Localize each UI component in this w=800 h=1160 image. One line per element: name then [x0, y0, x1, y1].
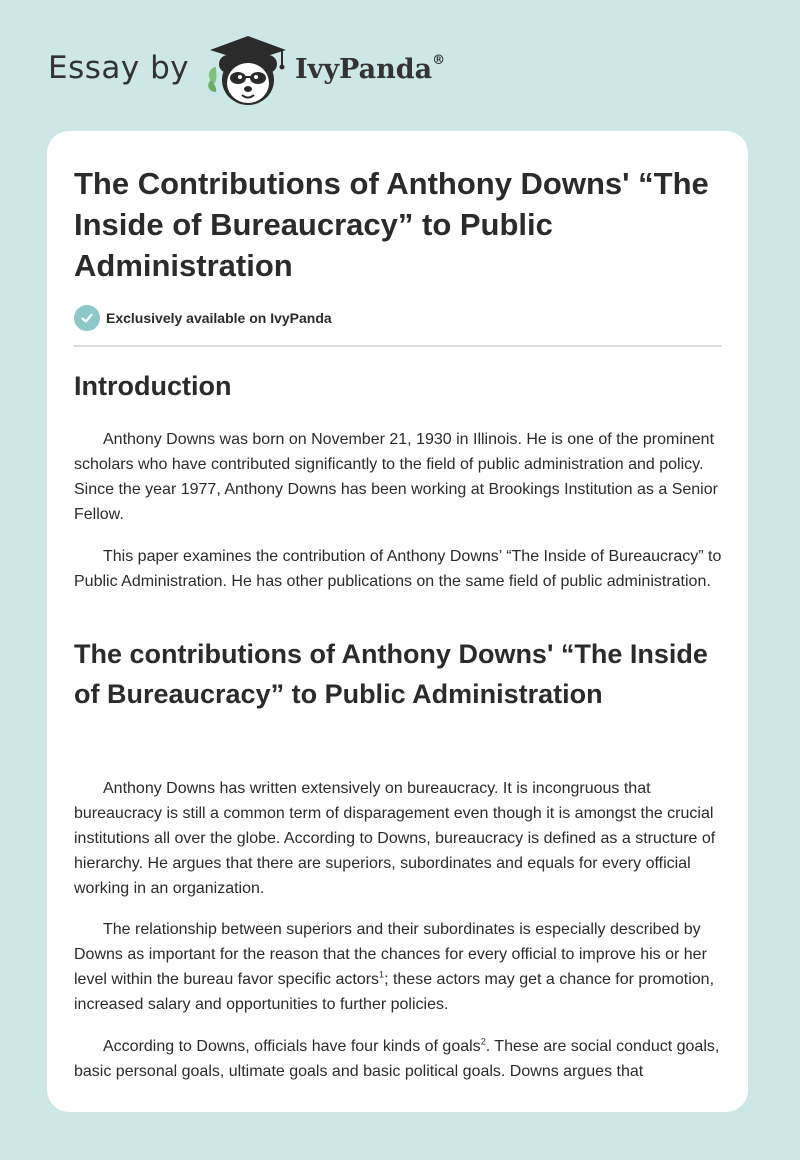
section-heading: The contributions of Anthony Downs' “The Inside of Bureaucracy” to Public Administration: [74, 639, 708, 709]
check-icon: [74, 305, 100, 331]
paragraph-text: According to Downs, officials have four kinds of goals: [103, 1038, 481, 1055]
brand-name[interactable]: [295, 54, 445, 85]
essay-card: [47, 131, 748, 1112]
exclusive-badge: [74, 305, 332, 331]
brand-text: IvyPanda: [295, 54, 433, 85]
paragraph-text: . These are social conduct goals, basic personal goals, ultimate goals and basic political goals. Downs argues that: [74, 1038, 720, 1080]
registered-mark: ®: [432, 53, 446, 68]
ivypanda-logo-icon[interactable]: [202, 34, 294, 110]
paragraph-text: The relationship between superiors and their subordinates is especially described by Downs as important for the reason that the chances for every official to improve his or her level within the bureau favor specific actors: [74, 921, 707, 988]
paragraph: [74, 917, 722, 1017]
footnote-ref[interactable]: 2: [480, 1036, 486, 1047]
paragraph: Anthony Downs was born on November 21, 1930 in Illinois. He is one of the prominent scholars who have contributed significantly to the field of public administration and policy. Since the year 1977, Anthony Downs has been working at Brookings Institution as a Senior Fellow.: [74, 431, 718, 523]
footnote-ref[interactable]: 1: [379, 969, 385, 980]
divider: [74, 345, 722, 347]
paragraph: Anthony Downs has written extensively on bureaucracy. It is incongruous that bureaucracy is still a common term of disparagement even though it is amongst the crucial institutions all over the globe. According to Downs, bureaucracy is defined as a structure of hierarchy. He argues that there are superiors, subordinates and equals for every official working in an organization.: [74, 780, 716, 897]
exclusive-text: Exclusively available on IvyPanda: [106, 310, 332, 326]
essay-by-label: Essay by: [48, 50, 190, 86]
site-header: [48, 34, 508, 114]
paragraph: [74, 1034, 722, 1084]
section-heading: Introduction: [74, 371, 232, 401]
paragraph-text: ; these actors may get a chance for promotion, increased salary and opportunities to further policies.: [74, 971, 715, 1013]
page-title: The Contributions of Anthony Downs' “The Inside of Bureaucracy” to Public Administration: [74, 166, 709, 283]
paragraph: This paper examines the contribution of Anthony Downs’ “The Inside of Bureaucracy” to Public Administration. He has other publications on the same field of public administration.: [74, 548, 722, 590]
